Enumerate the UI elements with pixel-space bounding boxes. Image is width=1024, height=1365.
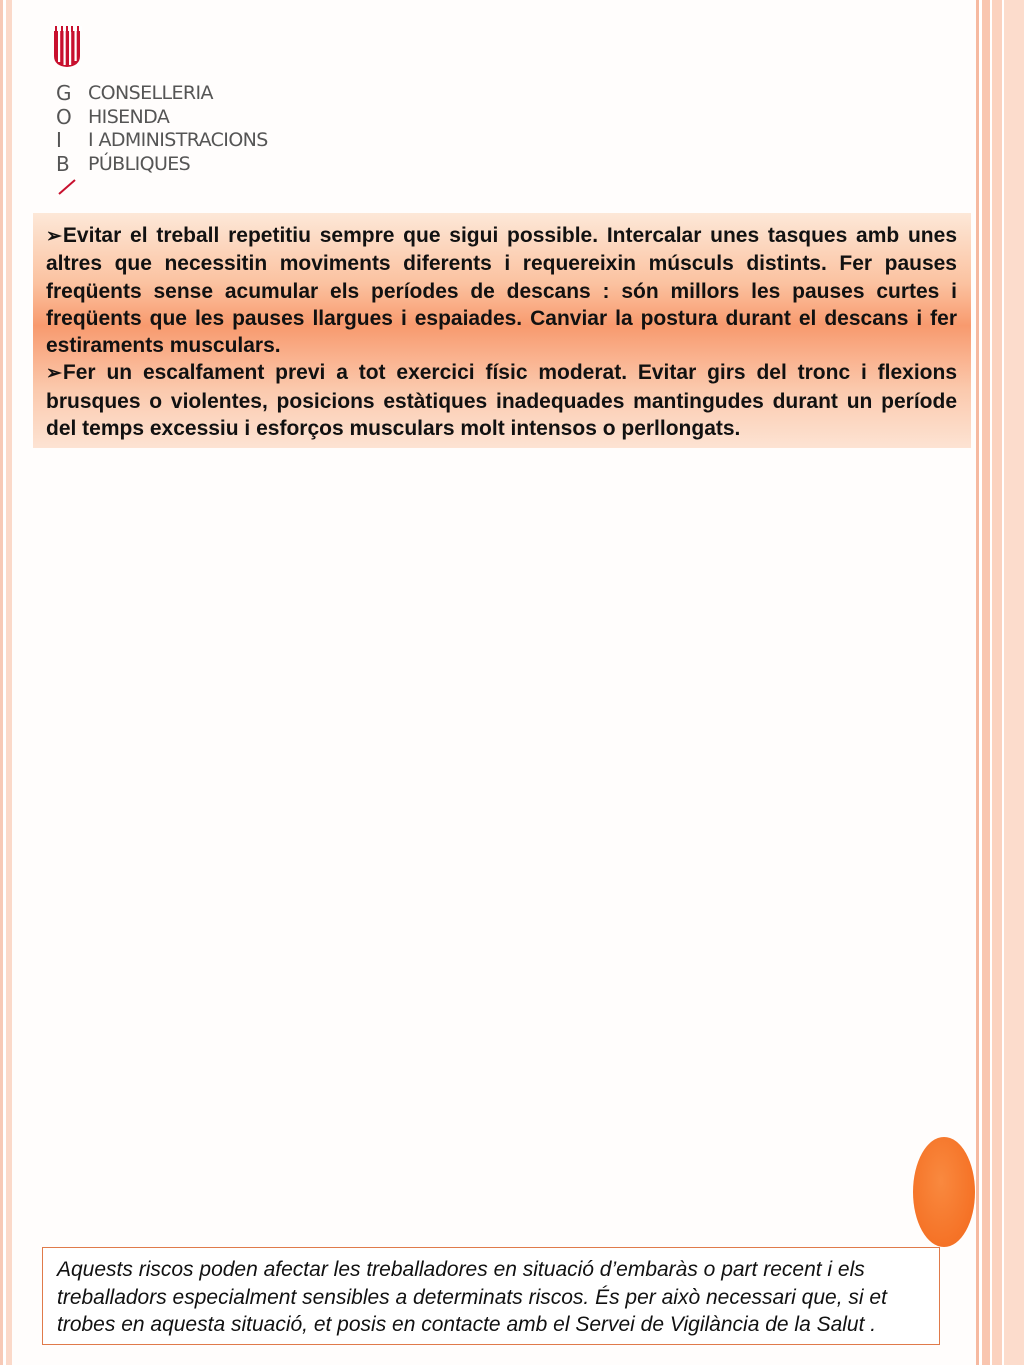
logo-department-name [88,82,268,176]
logo-line: HISENDA [88,105,170,128]
decorative-orange-oval [913,1137,975,1247]
goib-logo [52,26,282,201]
recommendation-text: Evitar el treball repetitiu sempre que sigui possible. Intercalar unes tasques amb unes altres que necessitin moviments diferents i requereixin músculs distints. Fer pauses freqüents sense acumular els períodes de descans : són millors les pauses curtes i freqüents que les pauses llargues i espaiades. Canviar la postura durant el descans i fer estiraments musculars. [46,224,957,358]
logo-letter: B [56,151,70,176]
note-text: Aquests riscos poden afectar les treballadores en situació d’embaràs o part recent i els treballadors especialment sensibles a determinats riscos. És per això necessari que, si et trobes en aquesta situació, et posis en contacte amb el Servei de Vigilància de la Salut . [57,1258,887,1336]
logo-letters [56,82,80,176]
recommendation-text: Fer un escalfament previ a tot exercici físic moderat. Evitar girs del tronc i flexions brusques o violentes, posicions estàtiques inadequades mantingudes durant un període del temps excessiu i esforços musculars molt intensos o perllongats. [46,361,957,441]
recommendations-text [46,222,957,442]
logo-line: PÚBLIQUES [88,152,191,175]
recommendation-item [46,359,957,442]
logo-letter: I [56,128,62,152]
arrow-bullet-icon: ➢ [46,226,62,247]
goib-emblem-icon [52,26,82,68]
logo-letter: O [56,104,72,129]
logo-line: CONSELLERIA [88,82,213,104]
logo-line: I ADMINISTRACIONS [88,129,268,151]
logo-slash-icon [57,179,77,195]
logo-letter: G [56,81,72,105]
right-decorative-stripes [976,0,1024,1365]
arrow-bullet-icon: ➢ [46,363,62,385]
left-decorative-stripe [0,0,12,1365]
recommendation-item [46,222,957,359]
